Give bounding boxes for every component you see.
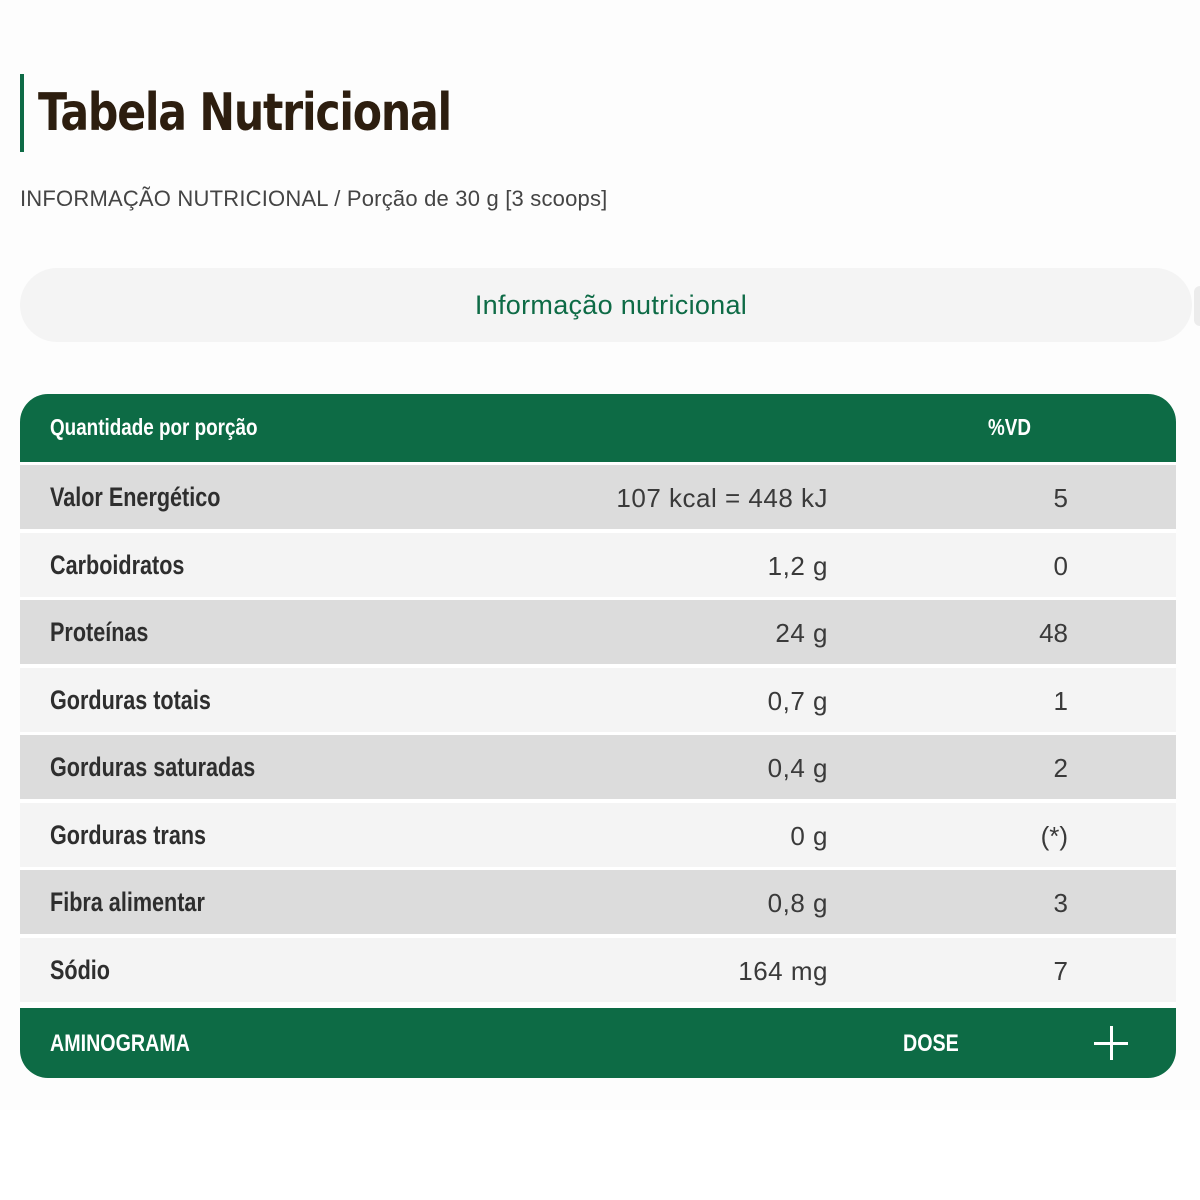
table-row: [20, 668, 1176, 732]
page-title: Tabela Nutricional: [38, 83, 451, 143]
vd-header: %VD: [988, 414, 1031, 440]
dose-label: DOSE: [903, 1030, 959, 1057]
nutrient-name: Gorduras totais: [50, 684, 211, 715]
nutrient-vd: 0: [1053, 550, 1068, 581]
title-accent-bar: [20, 74, 24, 152]
accordion-label: Informação nutricional: [474, 289, 748, 320]
table-row: [20, 533, 1176, 597]
nutrient-name: Sódio: [50, 954, 110, 985]
nutrient-name: Valor Energético: [50, 482, 221, 512]
nutrient-vd: 7: [1053, 955, 1068, 986]
nutrient-name: Carboidratos: [50, 549, 185, 580]
table-row: [20, 465, 1176, 529]
nutrient-amount: 107 kcal = 448 kJ: [616, 483, 828, 513]
nutrient-name: Gorduras trans: [50, 819, 207, 850]
table-body: [20, 465, 1176, 1005]
nutrient-name: Proteínas: [50, 617, 149, 647]
nutrient-amount: 1,2 g: [767, 550, 828, 581]
portion-subtitle: INFORMAÇÃO NUTRICIONAL / Porção de 30 g [3 scoops]: [20, 186, 608, 211]
quantity-header: Quantidade por porção: [50, 414, 258, 440]
aminogram-toggle[interactable]: [20, 1008, 1176, 1078]
plus-icon[interactable]: [1094, 1026, 1128, 1060]
table-row: [20, 938, 1176, 1002]
aminogram-label: AMINOGRAMA: [50, 1030, 190, 1057]
table-row: [20, 803, 1176, 867]
nutrient-vd: 1: [1053, 685, 1068, 716]
nutrition-info-accordion[interactable]: [20, 268, 1192, 342]
table-header: [20, 394, 1176, 462]
nutrient-vd: 2: [1053, 753, 1068, 783]
next-pill-edge: [1194, 286, 1200, 326]
nutrition-table: [20, 394, 1176, 1078]
nutrient-vd: 5: [1053, 483, 1068, 513]
table-row: [20, 735, 1176, 799]
table-row: [20, 870, 1176, 934]
nutrient-amount: 0 g: [790, 820, 828, 851]
nutrient-amount: 164 mg: [738, 955, 828, 986]
nutrient-vd: 3: [1053, 888, 1068, 918]
page-title-block: [20, 74, 542, 152]
nutrient-name: Gorduras saturadas: [50, 752, 256, 782]
table-row: [20, 600, 1176, 664]
nutrient-amount: 0,7 g: [767, 685, 828, 716]
nutrient-amount: 0,4 g: [767, 753, 828, 783]
nutrient-vd: 48: [1039, 618, 1068, 648]
nutrient-amount: 24 g: [775, 618, 828, 648]
nutrient-name: Fibra alimentar: [50, 887, 205, 917]
nutrient-amount: 0,8 g: [767, 888, 828, 918]
nutrient-vd: (*): [1040, 820, 1068, 851]
